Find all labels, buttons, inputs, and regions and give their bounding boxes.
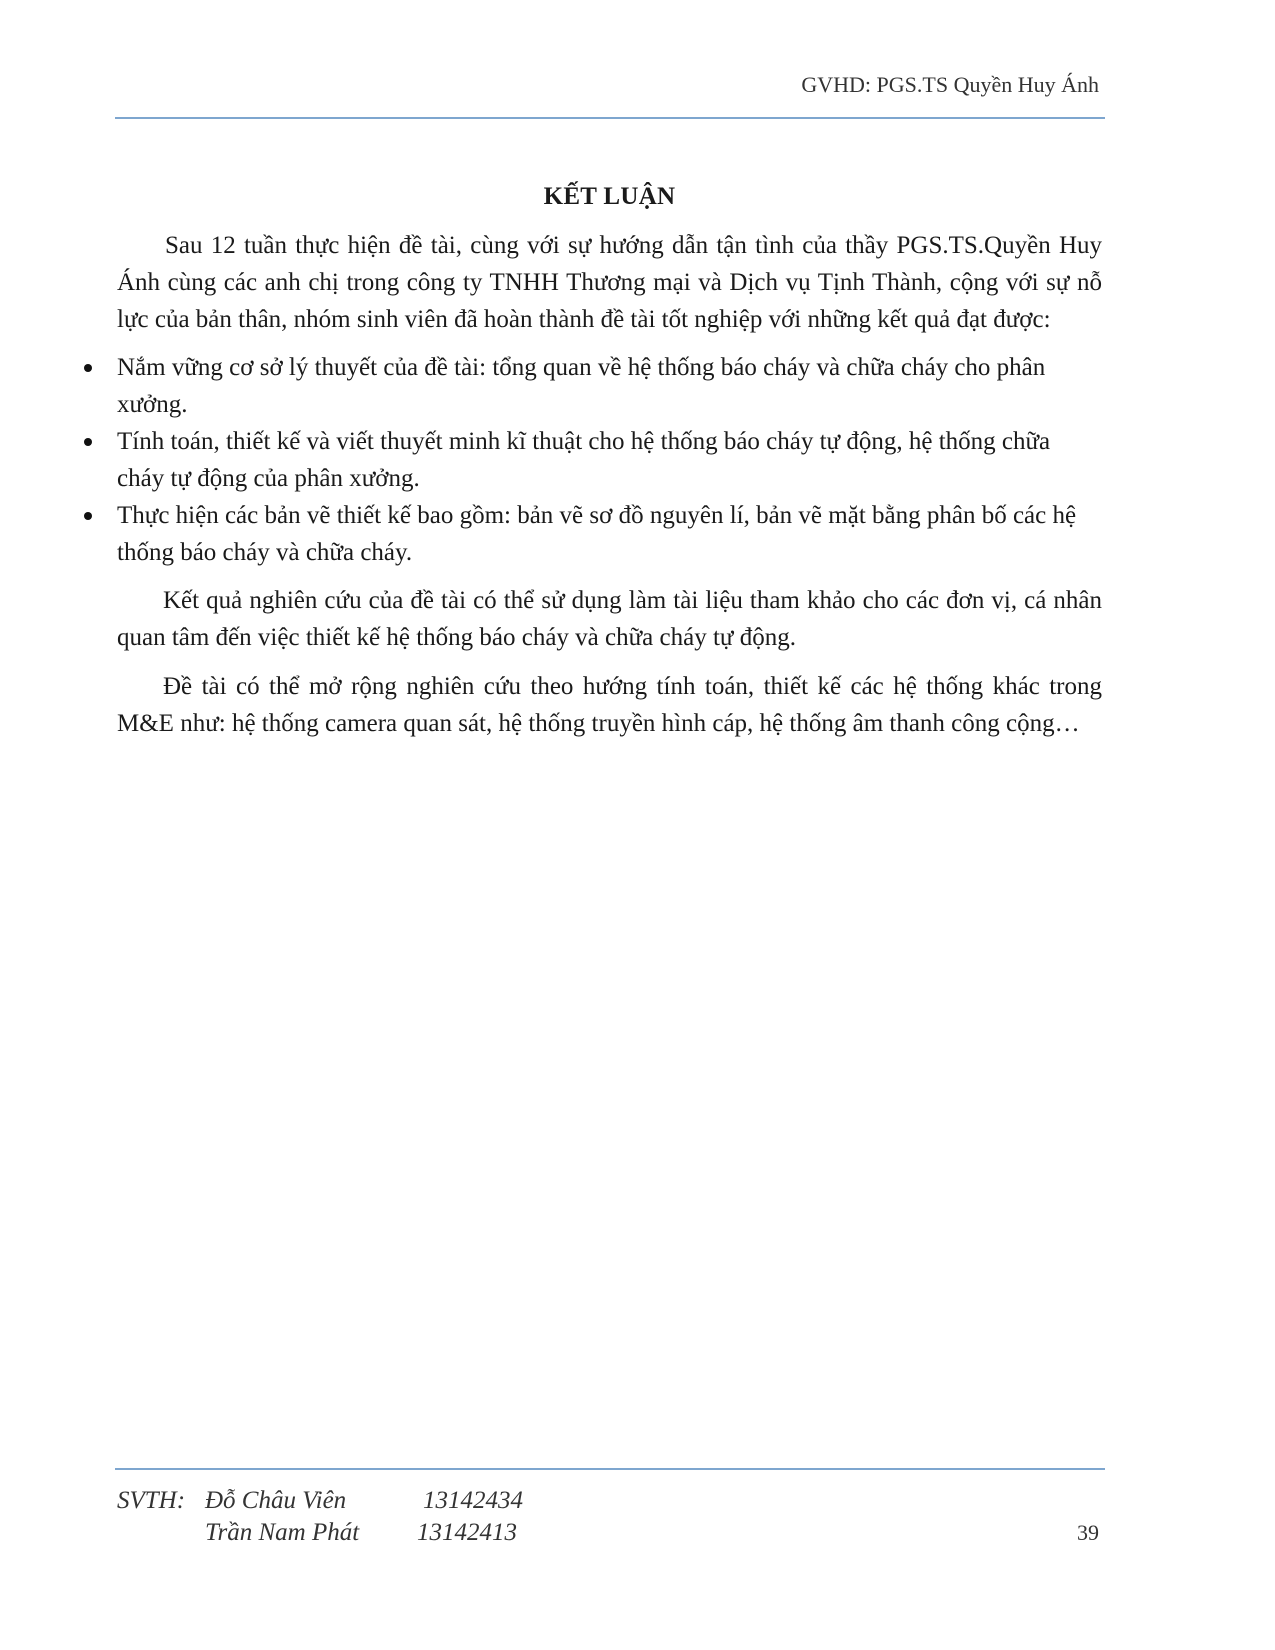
results-list [117, 349, 1102, 571]
footer-label: SVTH: [117, 1487, 186, 1514]
list-item-text: Thực hiện các bản vẽ thiết kế bao gồm: bản vẽ sơ đồ nguyên lí, bản vẽ mặt bằng phân bố các hệ thống báo cháy và chữa cháy. [117, 502, 1077, 566]
intro-paragraph: Sau 12 tuần thực hiện đề tài, cùng với sự hướng dẫn tận tình của thầy PGS.TS.Quyền Huy Ánh cùng các anh chị trong công ty TNHH Thương mại và Dịch vụ Tịnh Thành, cộng với sự nỗ lực của bản thân, nhóm sinh viên đã hoàn thành đề tài tốt nghiệp với những kết quả đạt được: [117, 232, 1102, 333]
student-name: Trần Nam Phát [205, 1519, 360, 1546]
list-item [117, 423, 1102, 497]
student-row [117, 1485, 1102, 1517]
section-title: KẾT LUẬN [543, 183, 676, 210]
bullet-icon [84, 364, 92, 372]
list-item-text: Tính toán, thiết kế và viết thuyết minh kĩ thuật cho hệ thống báo cháy tự động, hệ thống chữa cháy tự động của phân xưởng. [117, 428, 1051, 492]
results-paragraph: Kết quả nghiên cứu của đề tài có thể sử dụng làm tài liệu tham khảo cho các đơn vị, cá nhân quan tâm đến việc thiết kế hệ thống báo cháy và chữa cháy tự động. [117, 587, 1102, 651]
bullet-icon [84, 512, 92, 520]
student-row [117, 1517, 1102, 1549]
list-item [117, 497, 1102, 571]
list-item [117, 349, 1102, 423]
extension-paragraph: Đề tài có thể mở rộng nghiên cứu theo hướng tính toán, thiết kế các hệ thống khác trong M&E như: hệ thống camera quan sát, hệ thống truyền hình cáp, hệ thống âm thanh công cộng… [117, 673, 1102, 737]
student-id: 13142434 [423, 1487, 523, 1514]
bullet-icon [84, 438, 92, 446]
list-item-text: Nắm vững cơ sở lý thuyết của đề tài: tổng quan về hệ thống báo cháy và chữa cháy cho phân xưởng. [117, 354, 1046, 418]
student-name: Đỗ Châu Viên [205, 1487, 347, 1514]
page-footer [117, 1485, 1102, 1549]
page-number: 39 [1077, 1520, 1099, 1545]
student-id: 13142413 [417, 1519, 517, 1546]
document-body [117, 178, 1102, 742]
header-divider [115, 117, 1105, 119]
page-header-advisor: GVHD: PGS.TS Quyền Huy Ánh [801, 72, 1099, 97]
footer-divider [115, 1468, 1105, 1470]
